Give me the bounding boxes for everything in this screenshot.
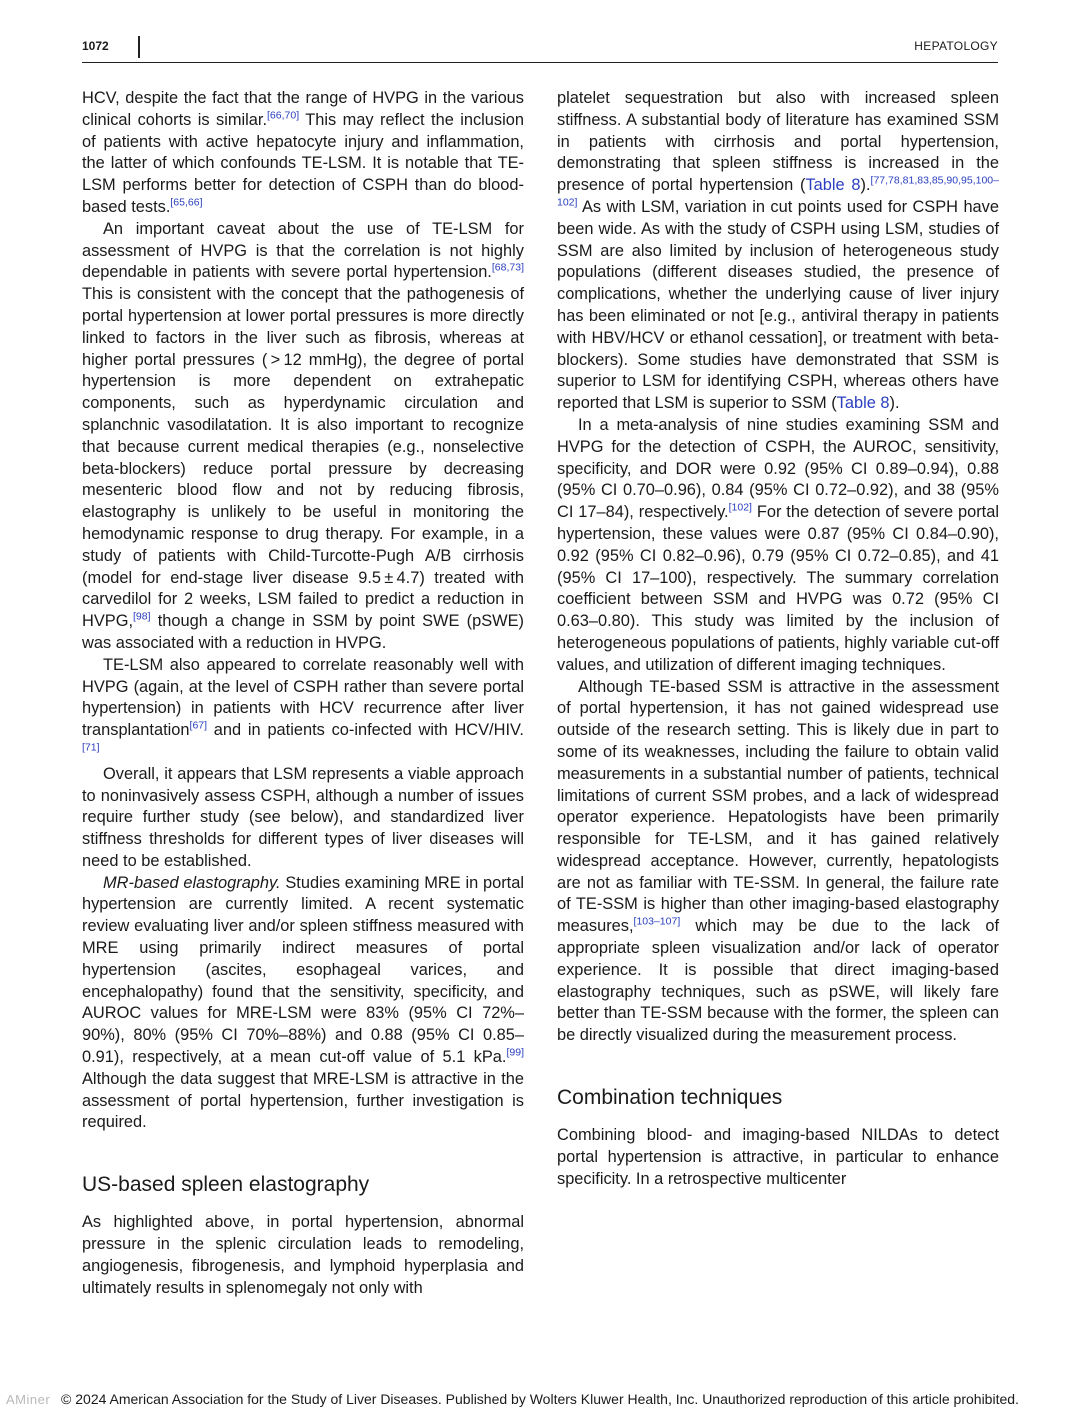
- page-number: 1072: [82, 39, 109, 53]
- citation-link[interactable]: [77,78,81,83,85,90,95,100–102]: [557, 174, 999, 209]
- section-heading: Combination techniques: [557, 1086, 783, 1110]
- paragraph: Combining blood- and imaging-based NILDAs to detect portal hypertension is attractive, in particular to enhance specificity. In a retrospective multicenter: [557, 1126, 999, 1188]
- right-column: [557, 88, 999, 1190]
- paragraph: Overall, it appears that LSM represents a viable approach to noninvasively assess CSPH, although a number of issues require further study (see below), and standardized liver stiffness thresholds for different types of liver diseases will need to be established.: [82, 764, 524, 870]
- watermark: AMiner: [6, 1392, 51, 1407]
- paragraph: platelet sequestration but also with increased spleen stiffness. A substantial body of literature has examined SSM in patients with cirrhosis and portal hypertension, demonstrating that spleen stiffness is increased in the presence of portal hypertension (Table 8).[77,78,81,83,85,90,95,100–102] As with LSM, variation in cut points used for CSPH have been wide. As with the study of CSPH using LSM, studies of SSM are also limited by inclusion of heterogeneous study populations (different diseases studied, the presence of complications, whether the underlying cause of liver injury has been eliminated or not [e.g., antiviral therapy in patients with HBV/HCV or ethanol cessation], or treatment with beta-blockers). Some studies have demonstrated that SSM is superior to LSM for identifying CSPH, whereas others have reported that LSM is superior to SSM (Table 8).: [557, 89, 999, 413]
- copyright-footer: © 2024 American Association for the Study of Liver Diseases. Published by Wolters Kluwer Health, Inc. Unauthorized reproduction of this article prohibited.: [61, 1391, 1019, 1407]
- header-divider: [138, 36, 140, 58]
- citation-link[interactable]: [71]: [82, 741, 100, 754]
- citation-link[interactable]: [99]: [506, 1046, 524, 1059]
- citation-link[interactable]: [103–107]: [633, 915, 681, 928]
- citation-link[interactable]: [102]: [728, 501, 752, 514]
- paragraph: MR-based elastography. Studies examining MRE in portal hypertension are currently limited. A recent systematic review evaluating liver and/or spleen stiffness measured with MRE using primarily indirect measures of portal hypertension (ascites, esophageal varices, and encephalopathy) found that the sensitivity, specificity, and AUROC values for MRE-LSM were 83% (95% CI 72%–90%), 80% (95% CI 70%–88%) and 0.88 (95% CI 0.85–0.91), respectively, at a mean cut-off value of 5.1 kPa.[99] Although the data suggest that MRE-LSM is attractive in the assessment of portal hypertension, further investigation is required.: [82, 873, 524, 1132]
- table-link[interactable]: Table 8: [805, 176, 861, 195]
- paragraph: Although TE-based SSM is attractive in the assessment of portal hypertension, it has not gained widespread use outside of the research setting. This is likely due in part to some of its weaknesses, including the failure to obtain valid measurements in a substantial number of patients, technical limitations of current SSM probes, and a lack of widespread operator experience. Hepatologists have been primarily responsible for TE-LSM, and it has gained relatively widespread acceptance. However, currently, hepatologists are not as familiar with TE-SSM. In general, the failure rate of TE-SSM is higher than other imaging-based elastography measures,[103–107] which may be due to the lack of appropriate spleen visualization and/or lack of operator experience. It is possible that direct imaging-based elastography techniques, such as pSWE, will likely fare better than TE-SSM because with the former, the spleen can be directly visualized during the measurement process.: [557, 677, 999, 1045]
- journal-name: HEPATOLOGY: [914, 39, 998, 53]
- citation-link[interactable]: [67]: [189, 719, 208, 732]
- citation-link[interactable]: [68,73]: [491, 261, 524, 274]
- paragraph: In a meta-analysis of nine studies examining SSM and HVPG for the detection of CSPH, the AUROC, sensitivity, specificity, and DOR were 0.92 (95% CI 0.89–0.94), 0.88 (95% CI 0.70–0.96), 0.84 (95% CI 0.72–0.92), and 38 (95% CI 17–84), respectively.[102] For the detection of severe portal hypertension, these values were 0.87 (95% CI 0.84–0.90), 0.92 (95% CI 0.82–0.96), 0.79 (95% CI 0.72–0.85), and 41 (95% CI 17–100), respectively. The summary correlation coefficient between SSM and HVPG was 0.72 (95% CI 0.63–0.80). This study was limited by the inclusion of heterogeneous populations of patients, highly variable cut-off values, and utilization of different imaging techniques.: [557, 415, 999, 674]
- citation-link[interactable]: [65,66]: [170, 196, 203, 209]
- run-in-heading: MR-based elastography.: [103, 873, 281, 892]
- section-heading: US-based spleen elastography: [82, 1173, 370, 1197]
- citation-link[interactable]: [98]: [133, 610, 151, 623]
- paragraph: An important caveat about the use of TE-LSM for assessment of HVPG is that the correlation is not highly dependable in patients with severe portal hypertension.[68,73] This is consistent with the concept that the pathogenesis of portal hypertension at lower portal pressures is more directly linked to factors in the liver such as fibrosis, whereas at higher portal pressures ( > 12 mmHg), the degree of portal hypertension is more dependent on extrahepatic components, such as hyperdynamic circulation and splanchnic vasodilatation. It is also important to recognize that because current medical therapies (e.g., nonselective beta-blockers) reduce portal pressure by decreasing mesenteric blood flow and not by reducing fibrosis, elastography is unlikely to be useful in monitoring the hemodynamic response to drug therapy. For example, in a study of patients with Child-Turcotte-Pugh A/B cirrhosis (model for end-stage liver disease 9.5 ± 4.7) treated with carvedilol for 2 weeks, LSM failed to predict a reduction in HVPG,[98] though a change in SSM by point SWE (pSWE) was associated with a reduction in HVPG.: [82, 219, 524, 652]
- paragraph: As highlighted above, in portal hypertension, abnormal pressure in the splenic circulation leads to remodeling, angiogenesis, fibrogenesis, and lymphoid hyperplasia and ultimately results in splenomegaly not only with: [82, 1213, 524, 1297]
- left-column: [82, 88, 524, 1299]
- paragraph: HCV, despite the fact that the range of HVPG in the various clinical cohorts is similar.[66,70] This may reflect the inclusion of patients with active hepatocyte injury and inflammation, the latter of which confounds TE-LSM. It is notable that TE-LSM performs better for detection of CSPH than do blood-based tests.[65,66]: [82, 89, 524, 216]
- citation-link[interactable]: [66,70]: [267, 109, 300, 122]
- page-header: [82, 36, 998, 63]
- table-link[interactable]: Table 8: [836, 394, 890, 413]
- paragraph: TE-LSM also appeared to correlate reasonably well with HVPG (again, at the level of CSPH rather than severe portal hypertension) in patients with HCV recurrence after liver transplantation[67] and in patients co-infected with HCV/HIV.[71]: [82, 655, 524, 754]
